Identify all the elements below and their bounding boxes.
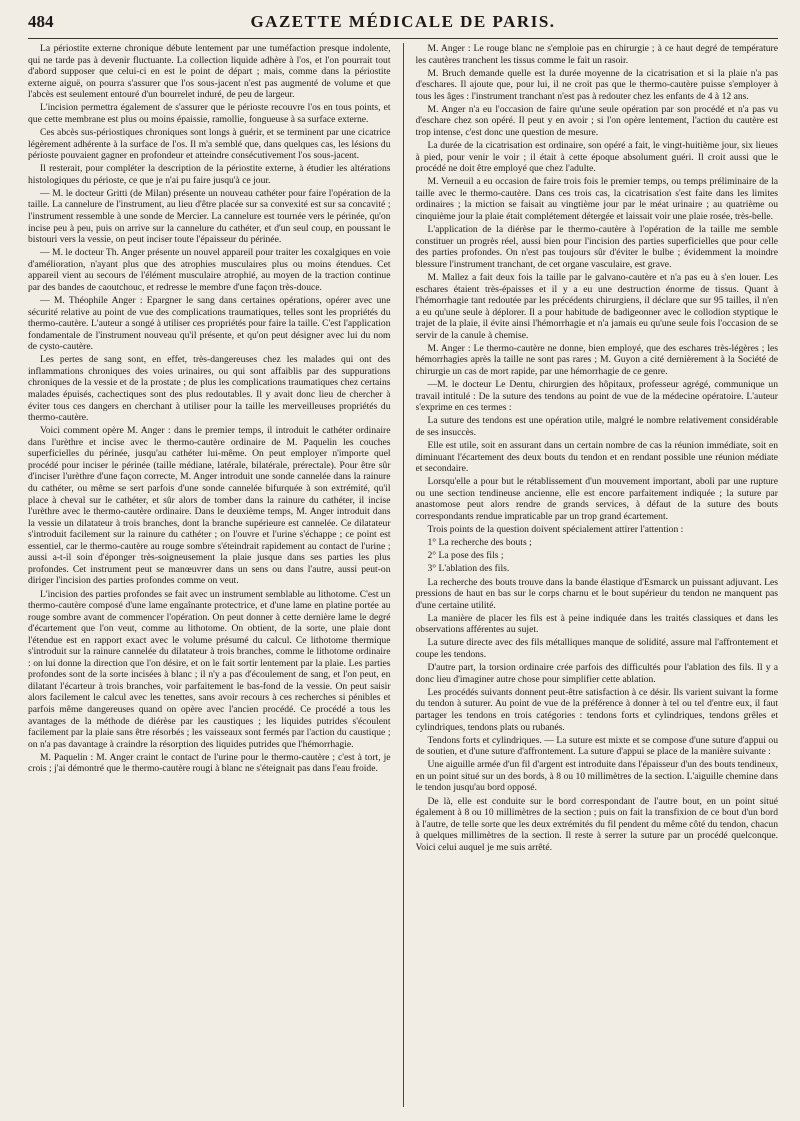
page-number: 484	[28, 12, 54, 31]
list-item: 2° La pose des fils ;	[427, 550, 504, 562]
column-divider	[403, 43, 404, 1107]
paragraph: La périostite externe chronique débute lentement par une tuméfaction presque indolente, qui ne tarde pas à devenir fluctuante. La collection liquide adhère à l'os, et l'on pourrait tout d'abord supposer que celui-ci en est le point de départ ; mais, comme dans la périostite externe aiguë, on pourra s'assurer que l'os sous-jacent n'est pas augmenté de volume et que l'abcès est seulement entouré d'un bourrelet induré, de peu de largeur.	[28, 43, 391, 101]
paragraph: —M. le docteur Le Dentu, chirurgien des hôpitaux, professeur agrégé, communique un travail intitulé : De la suture des tendons au point de vue de la médecine opératoire. L'auteur s'exprime en ces termes :	[415, 379, 778, 414]
paragraph: D'autre part, la torsion ordinaire crée parfois des difficultés pour l'ablation des fils. Il y a donc lieu d'imaginer autre chose pour simplifier cette ablation.	[415, 662, 778, 685]
paragraph: Les pertes de sang sont, en effet, très-dangereuses chez les malades qui ont des inflammations chroniques des voies urinaires, ou qui sont affaiblis par des suppurations chroniques de la vessie et de la prostate ; de plus les complications traumatiques chez certains malades épuisés, cachectiques sont des plus redoutables. Il y avait donc lieu de chercher à éviter tous ces dangers en cherchant à utiliser pour la taille les merveilleuses propriétés du thermo-cautère.	[28, 354, 391, 424]
paragraph: — M. Théophile Anger : Epargner le sang dans certaines opérations, opérer avec une sécurité relative au point de vue des complications traumatiques, telles sont les propriétés du thermo-cautère. L'auteur a songé à utiliser ces propriétés pour faire la taille. C'est l'application fondamentale de l'instrument nouveau qu'il présente, et qu'on peut désigner avec lui du nom de cysto-cautère.	[28, 295, 391, 353]
paragraph: L'incision des parties profondes se fait avec un instrument semblable au lithotome. C'est un thermo-cautère composé d'une lame engaînante protectrice, et d'une lame en platine portée au rouge sombre avant de commencer l'opération. On peut donner à cette dernière lame le degré d'écartement que l'on veut, comme au lithotome. On obtient, de la sorte, une plaie dont l'étendue est en rapport exact avec le volume présumé du calcul. Ce lithotome thermique s'introduit sur la rainure cannelée du dilatateur à trois branches, comme le lithotome ordinaire : on lui donne la direction que l'on désire, et on le fait sortir lentement par la plaie. Les parties profondes sont de la sorte incisées à blanc ; il n'y a pas d'écoulement de sang, et l'on peut, en dilatant l'écarteur à trois branches, voir parfaitement le bas-fond de la vessie. On peut saisir alors facilement le calcul avec les tenettes, sans avoir recours à ces recherches si pénibles et parfois même dangereuses quand on opère avec l'ancien procédé. Ce procédé a tous les avantages de la méthode de diérèse par les caustiques ; les liquides putrides s'écoulent facilement par la plaie sans être résorbés ; les vaisseaux sont fermés par l'action du caustique ; on n'a pas davantage à craindre la résorption des liquides putrides que l'hémorrhagie.	[28, 588, 391, 750]
paragraph: M. Verneuil a eu occasion de faire trois fois le premier temps, ou temps préliminaire de la taille avec le thermo-cautère. Dans ces trois cas, la cicatrisation s'est faite dans les limites ordinaires ; la miction se faisait au vingtième jour par le méat urinaire ; au quatrième ou cinquième jour la plaie était complétement détergée et laissait voir une plaie rosée, très-belle.	[415, 176, 778, 223]
journal-title: GAZETTE MÉDICALE DE PARIS.	[250, 12, 556, 31]
paragraph: Les procédés suivants donnent peut-être satisfaction à ce désir. Ils varient suivant la forme du tendon à suturer. Au point de vue de la préférence à donner à tel ou tel d'entre eux, il faut partager les tendons en trois catégories : tendons forts et cylindriques, tendons grêles et cylindriques, tendons plats ou rubanés.	[415, 686, 778, 733]
paragraph: Lorsqu'elle a pour but le rétablissement d'un mouvement important, aboli par une rupture ou une section tendineuse ancienne, elle est encore parfaitement indiquée ; la suture par anastomose peut alors rendre de grands services, à défaut de la suture des bouts correspondants rendue impraticable par un trop grand écartement.	[415, 476, 778, 522]
paragraph: M. Anger : Le rouge blanc ne s'emploie pas en chirurgie ; à ce haut degré de température les cautères tranchent les tissus comme le fait un rasoir.	[415, 43, 778, 66]
list-item: 3° L'ablation des fils.	[427, 563, 510, 575]
page-header	[28, 12, 778, 39]
list-item: 1° La recherche des bouts ;	[427, 537, 532, 549]
paragraph: Tendons forts et cylindriques. — La suture est mixte et se compose d'une suture d'appui ou de soutien, et d'une suture d'affrontement. La suture d'appui se place de la manière suivante :	[415, 734, 778, 758]
paragraph: L'incision permettra également de s'assurer que le périoste recouvre l'os en tous points, et que cette membrane est plus ou moins épaissie, ramollie, fongueuse à sa surface externe.	[28, 102, 391, 125]
paragraph: Trois points de la question doivent spécialement attirer l'attention :	[427, 524, 684, 535]
paragraph: L'application de la diérèse par le thermo-cautère à l'opération de la taille me semble constituer un progrès réel, aussi bien pour l'incision des parties superficielles que pour celle des parties profondes. On n'est pas toujours sûr d'éviter le bulbe ; évidemment la moindre blessure l'instrument tranchant, de cet organe vasculaire, est grave.	[415, 224, 778, 270]
paragraph: La suture directe avec des fils métalliques manque de solidité, assure mal l'affrontement et coupe les tendons.	[415, 637, 778, 661]
paragraph: M. Mallez a fait deux fois la taille par le galvano-cautère et n'a pas eu à s'en louer. Les eschares étaient très-épaisses et il y a eu une destruction énorme de tissus. Quant à l'hémorrhagie tant redoutée par les précédents chirurgiens, il déclare que sur 95 tailles, il n'en a eu qu'une seule à déplorer. Il a pour habitude de badigeonner avec le collodion styptique le trajet de la plaie, il évite ainsi l'hémorrhagie et n'a jamais eu qu'une seule fois l'occasion de se servir de la canule à chemise.	[415, 271, 778, 341]
paragraph: De là, elle est conduite sur le bord correspondant de l'autre bout, en un point situé également à 8 ou 10 millimètres de la section ; puis on fait la transfixion de ce bout d'un bord à l'autre, de telle sorte que les deux extrémités du fil pendent du même côté du tendon, chacun à quelques millimètres de la section. Il reste à serrer la suture par un procédé quelconque. Voici celui auquel je me suis arrêté.	[415, 795, 778, 853]
paragraph: La recherche des bouts trouve dans la bande élastique d'Esmarck un puissant adjuvant. Les pressions de haut en bas sur le corps charnu et le bout supérieur du tendon ne manquent pas d'une certaine utilité.	[415, 576, 778, 611]
paragraph: M. Paquelin : M. Anger craint le contact de l'urine pour le thermo-cautère ; c'est à tort, je crois ; j'ai démontré que le thermo-cautère rougi à blanc ne s'éteignait pas dans l'eau froide.	[28, 751, 391, 775]
paragraph: La manière de placer les fils est à peine indiquée dans les traités classiques et dans les observations afférentes au sujet.	[415, 612, 778, 636]
paragraph: Ces abcès sus-périostiques chroniques sont longs à guérir, et se terminent par une cicatrice légèrement adhérente à la surface de l'os. Il m'a semblé que, dans quelques cas, les lésions du périoste pouvaient gagner en profondeur et atteindre consécutivement l'os sous-jacent.	[28, 127, 391, 162]
paragraph: La suture des tendons est une opération utile, malgré le nombre relativement considérable de ses insuccès.	[415, 415, 778, 438]
text-columns	[28, 43, 778, 1107]
paragraph: Il resterait, pour compléter la description de la périostite externe, à étudier les altérations histologiques du périoste, ce que je n'ai pu faire jusqu'à ce jour.	[28, 163, 391, 186]
paragraph: Une aiguille armée d'un fil d'argent est introduite dans l'épaisseur d'un des bouts tendineux, en un point situé sur un des bords, à 8 ou 10 millimètres de la section. L'aiguille chemine dans le tendon jusqu'au bord opposé.	[415, 759, 778, 794]
paragraph: — M. le docteur Th. Anger présente un nouvel appareil pour traiter les coxalgiques en voie d'amélioration, n'ayant plus que des atrophies musculaires plus ou moins étendues. Cet appareil vient au secours de l'élément musculaire atrophié, au moyen de la traction continue par des bandes de caoutchouc, et redresse le membre d'une façon très-douce.	[28, 247, 391, 293]
paragraph: La durée de la cicatrisation est ordinaire, son opéré a fait, le vingt-huitième jour, six lieues à pied, pour venir le voir ; il était à cette époque absolument guéri. Il croit aussi que le procédé ne doit être employé que chez l'adulte.	[415, 140, 778, 175]
right-column	[416, 43, 779, 1107]
paragraph: M. Bruch demande quelle est la durée moyenne de la cicatrisation et si la plaie n'a pas d'eschares. Il ajoute que, pour lui, il ne croit pas que le thermo-cautère puisse s'employer à tous les âges : l'instrument tranchant n'est pas à redouter chez les enfants de 4 à 12 ans.	[415, 67, 778, 102]
paragraph: M. Anger : Le thermo-cautère ne donne, bien employé, que des eschares très-légères ; les hémorrhagies après la taille ne sont pas rares ; M. Guyon a cité dernièrement à la Société de chirurgie un cas de mort rapide, par une hémorrhagie de ce genre.	[415, 342, 778, 377]
left-column	[28, 43, 391, 1107]
paragraph: M. Anger n'a eu l'occasion de faire qu'une seule opération par son procédé et n'a pas vu d'eschare chez son opéré. Il peut y en avoir ; si l'on opère lentement, l'action du cautère est trop intense, c'est donc une question de mesure.	[415, 103, 778, 139]
paragraph: — M. le docteur Gritti (de Milan) présente un nouveau cathéter pour faire l'opération de la taille. La cannelure de l'instrument, au lieu d'être placée sur sa convexité est sur sa concavité ; l'instrument ressemble à une sonde de Mercier. La cannelure est tournée vers le périnée, qu'on incise peu à peu, puis on arrive sur la cannelure du cathéter, et d'un seul coup, en poussant le bistouri vers la vessie, on peut inciser toute l'épaisseur du périnée.	[28, 187, 391, 246]
paragraph: Voici comment opère M. Anger : dans le premier temps, il introduit le cathéter ordinaire dans l'urèthre et incise avec le thermo-cautère ordinaire de M. Paquelin les couches superficielles du périnée, jusqu'au cathéter lui-même. On peut employer n'importe quel procédé pour inciser le périnée (taille médiane, latérale, bilatérale, prérectale). Pour être sûr d'inciser l'urèthre d'une façon correcte, M. Anger introduit une sonde cannelée dans la rainure du cathéter, ou même se sert parfois d'une sonde cannelée bifurquée à son extrémité, qu'il place à cheval sur le cathéter, et sûr alors de tomber dans la rainure du cathéter, il incise l'urèthre avec le thermo-cautère ordinaire. Dans le deuxième temps, M. Anger introduit dans la vessie un dilatateur à trois branches, dont la branche supérieure est cannelée. Ce dilatateur s'introduit facilement sur la rainure du cathéter ; on l'ouvre et l'urine s'échappe ; ce point est essentiel, car le thermo-cautère au rouge sombre s'éteindrait rapidement au contact de l'urine ; aussi a-t-il soin d'éponger très-soigneusement la plaie jusque dans ses parties les plus profondes. Cet instrument peut se manœuvrer dans un sens ou dans l'autre, aussi peut-on diriger l'incision des parties profondes comme on veut.	[28, 425, 391, 587]
paragraph: Elle est utile, soit en assurant dans un certain nombre de cas la réunion immédiate, soit en diminuant l'écartement des deux bouts du tendon et en rendant possible une réunion médiate et secondaire.	[415, 439, 778, 475]
